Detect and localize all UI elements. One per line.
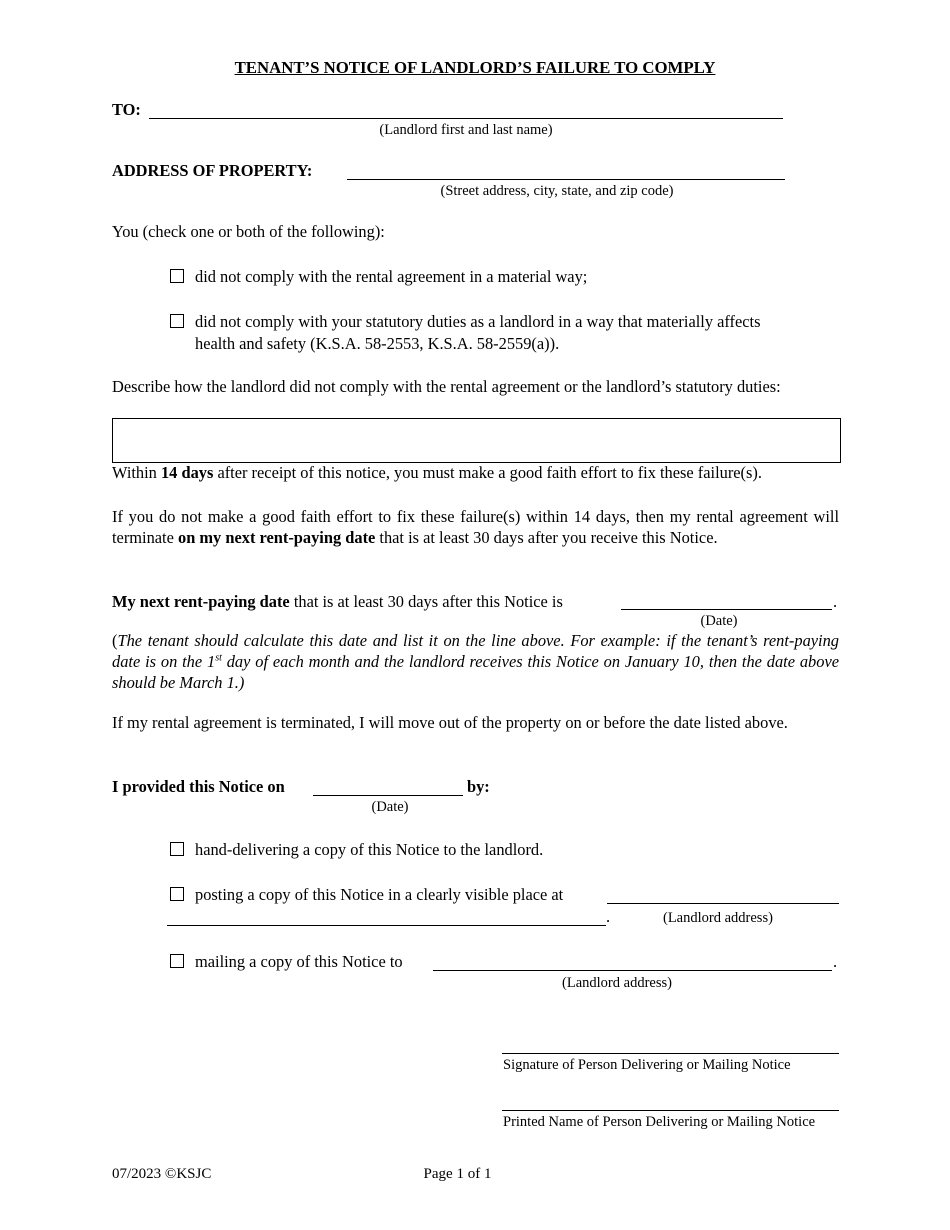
to-label: TO: bbox=[112, 100, 141, 119]
hand-deliver-checkbox[interactable] bbox=[170, 842, 184, 856]
provided-by-label: by: bbox=[467, 777, 490, 796]
address-label: ADDRESS OF PROPERTY: bbox=[112, 161, 313, 180]
form-page: TENANT’S NOTICE OF LANDLORD’S FAILURE TO COMPLY TO: (Landlord first and last name) ADDRESS OF PROPERTY: (Street address, city, state, and zip code) You (check one or both of the following): did not comply with the rental agreement in a material way; did not comply with your statutory duties as a landlord in a way that materially affects health and safety (K.S.A. 58-2553, K.S.A. 58-2559(a)). Describe how the landlord did not comply with the rental agreement or the landlord’s statutory duties: Within 14 days after receipt of this notice, you must make a good faith effort to fix these failure(s). If you do not make a good faith effort to fix these failure(s) within 14 days, then my rental agreement will terminate on my next rent-paying date that is at least 30 days after you receive this Notice. My next rent-paying date that is at least 30 days after this Notice is . (Date) (The tenant should calculate this date and list it on the line above. For example: if the tenant’s rent-paying date is on the 1st day of each month and the landlord receives this Notice on January 10, then the date above should be March 1.) If my rental agreement is terminated, I will move out of the property on or before the date listed above. I provided this Notice on by: (Date) hand-delivering a copy of this Notice to the landlord. posting a copy of this Notice in a clearly visible place at . (Landlord address) mailing a copy of this Notice to . (Landlord address) Signature of Person Delivering or Mailing Notice Printed Name of Person Delivering or Mailing Notice 07/2023 ©KSJC Page 1 of 1 bbox=[0, 0, 950, 1230]
statutory-duties-checkbox[interactable] bbox=[170, 314, 184, 328]
mailing-address-caption: (Landlord address) bbox=[562, 975, 672, 991]
posting-address-caption: (Landlord address) bbox=[663, 910, 773, 926]
statutory-duties-text-line2: health and safety (K.S.A. 58-2553, K.S.A. 58-2559(a)). bbox=[195, 334, 560, 353]
mailing-text: mailing a copy of this Notice to bbox=[195, 952, 403, 971]
move-out-paragraph: If my rental agreement is terminated, I will move out of the property on or before the date listed above. bbox=[112, 713, 788, 732]
next-rent-date-text: My next rent-paying date that is at least 30 days after this Notice is bbox=[112, 592, 563, 611]
printed-name-caption: Printed Name of Person Delivering or Mailing Notice bbox=[503, 1114, 816, 1130]
mailing-address-field[interactable] bbox=[433, 970, 832, 971]
calculation-note: (The tenant should calculate this date and list it on the line above. For example: if the tenant’s rent-paying date is on the 1st day of each month and the landlord receives this Notice on January 10, then the date above should be March 1.) bbox=[112, 631, 839, 692]
posting-text: posting a copy of this Notice in a clearly visible place at bbox=[195, 885, 564, 904]
provided-date-field[interactable] bbox=[313, 795, 463, 796]
landlord-name-caption: (Landlord first and last name) bbox=[379, 122, 553, 138]
property-address-caption: (Street address, city, state, and zip code) bbox=[440, 183, 674, 199]
landlord-name-field[interactable] bbox=[149, 118, 783, 119]
description-textbox[interactable] bbox=[112, 418, 841, 463]
statutory-duties-text-line1: did not comply with your statutory duties as a landlord in a way that materially affects bbox=[195, 312, 761, 331]
material-noncompliance-text: did not comply with the rental agreement in a material way; bbox=[195, 267, 588, 286]
posting-checkbox[interactable] bbox=[170, 887, 184, 901]
termination-paragraph: If you do not make a good faith effort to fix these failure(s) within 14 days, then my rental agreement will terminate on my next rent-paying date that is at least 30 days after you receive this Notice. bbox=[112, 507, 839, 547]
footer-revision: 07/2023 ©KSJC bbox=[112, 1166, 212, 1182]
posting-address-field-line1[interactable] bbox=[607, 903, 839, 904]
describe-label: Describe how the landlord did not comply with the rental agreement or the landlord’s statutory duties: bbox=[112, 377, 781, 396]
property-address-field[interactable] bbox=[347, 179, 785, 180]
next-rent-date-period: . bbox=[833, 592, 838, 611]
mailing-checkbox[interactable] bbox=[170, 954, 184, 968]
next-rent-date-field[interactable] bbox=[621, 609, 832, 610]
footer-page-number: Page 1 of 1 bbox=[423, 1166, 492, 1182]
printed-name-line[interactable] bbox=[502, 1110, 839, 1111]
material-noncompliance-checkbox[interactable] bbox=[170, 269, 184, 283]
signature-line[interactable] bbox=[502, 1053, 839, 1054]
check-intro: You (check one or both of the following): bbox=[112, 222, 385, 241]
posting-address-field-line2[interactable] bbox=[167, 925, 606, 926]
hand-deliver-text: hand-delivering a copy of this Notice to the landlord. bbox=[195, 840, 544, 859]
within-14-days-text: Within 14 days after receipt of this notice, you must make a good faith effort to fix these failure(s). bbox=[112, 463, 762, 482]
provided-date-caption: (Date) bbox=[371, 799, 409, 815]
next-rent-date-caption: (Date) bbox=[700, 613, 738, 629]
form-title: TENANT’S NOTICE OF LANDLORD’S FAILURE TO COMPLY bbox=[234, 58, 716, 77]
signature-caption: Signature of Person Delivering or Mailing Notice bbox=[503, 1057, 791, 1073]
provided-label: I provided this Notice on bbox=[112, 777, 285, 796]
